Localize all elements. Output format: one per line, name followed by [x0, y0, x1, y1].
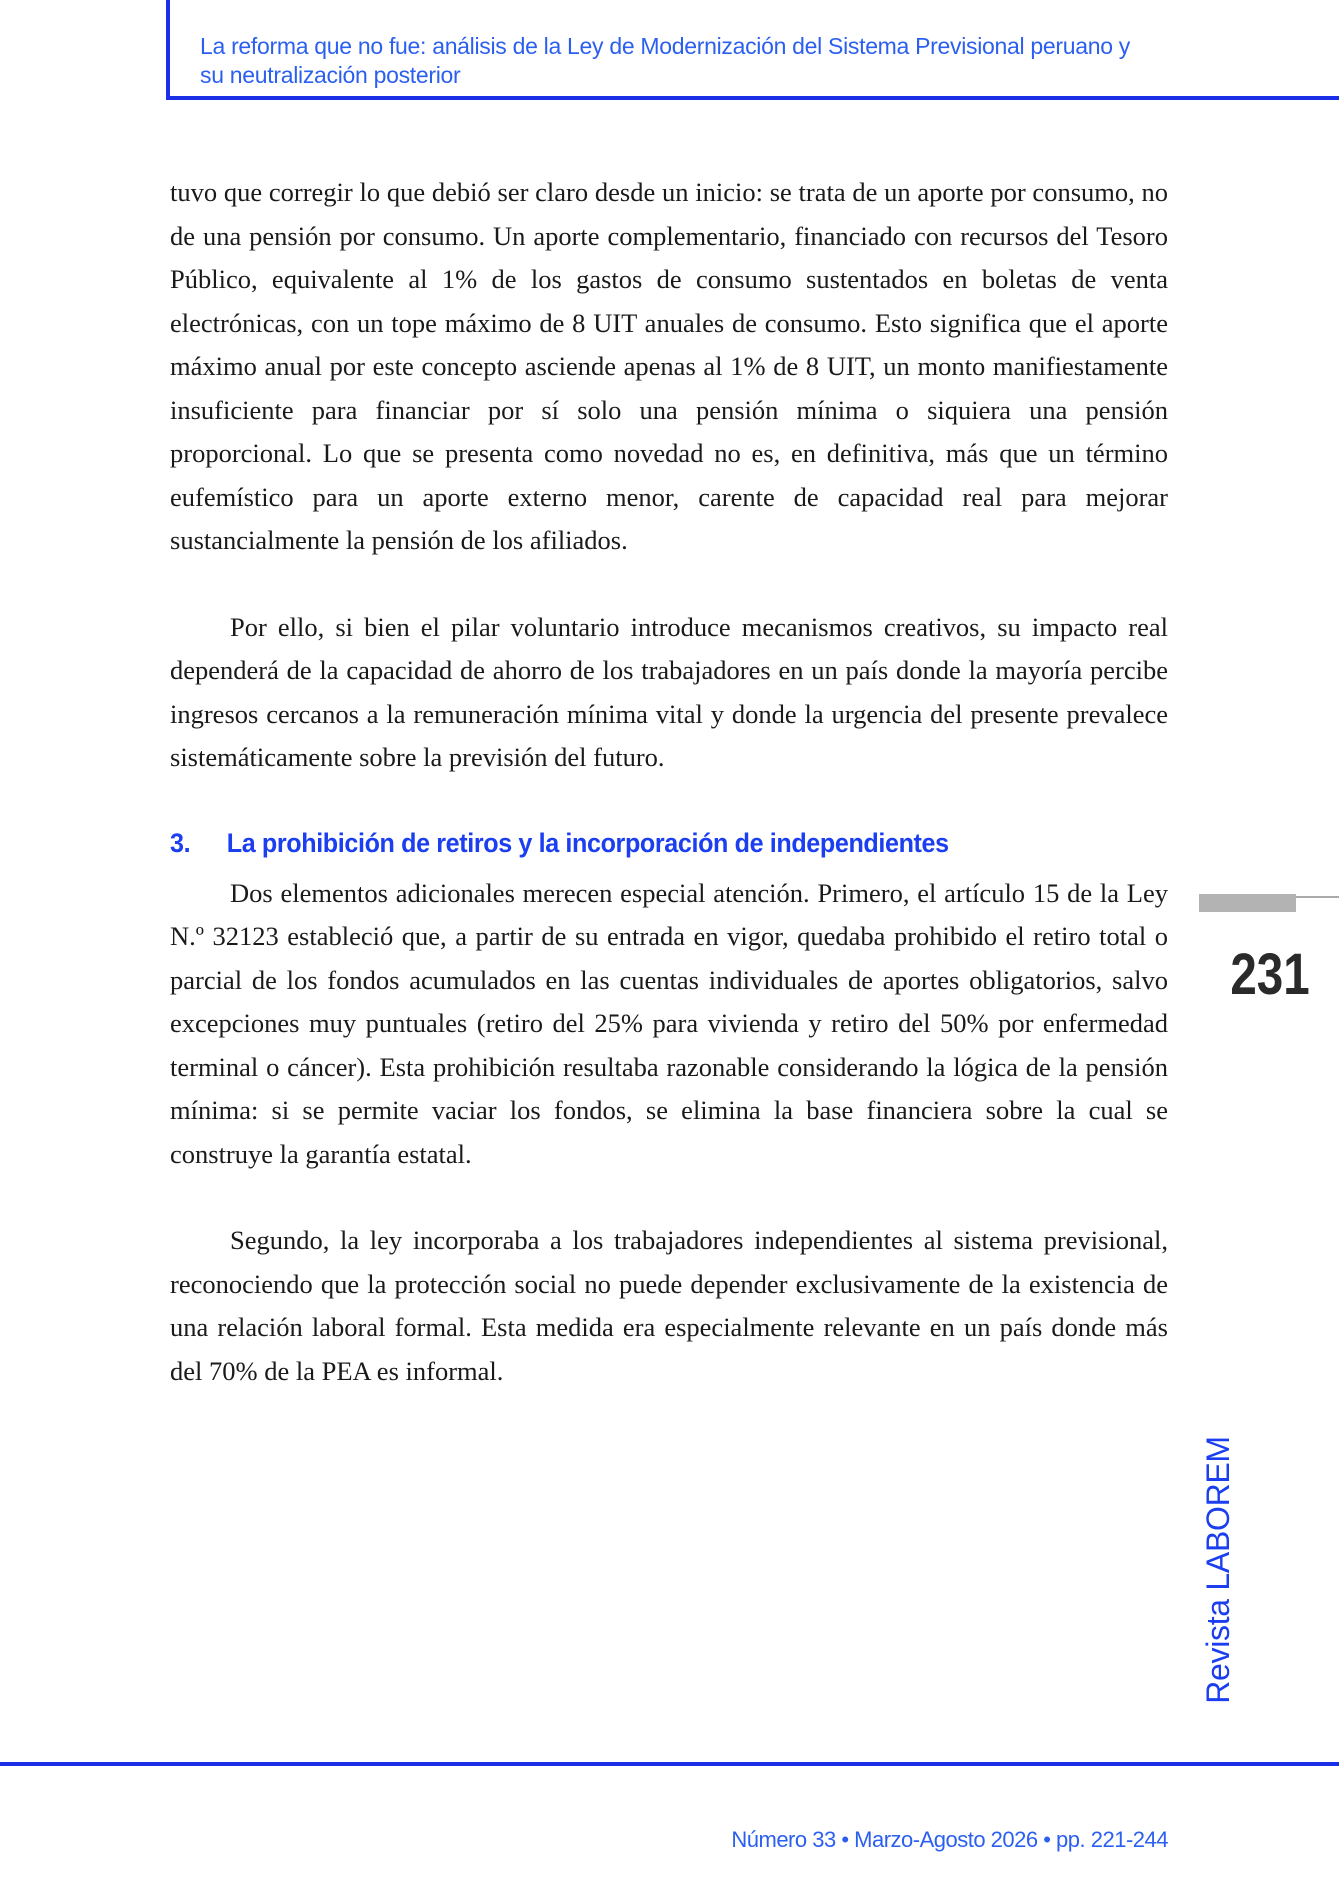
- page-number: 231: [1230, 942, 1310, 1007]
- page-tab-marker: [1199, 894, 1296, 912]
- article-body: [170, 171, 1168, 1393]
- body-paragraph: Dos elementos adicionales merecen especial atención. Primero, el artículo 15 de la Ley N.º 32123 estableció que, a partir de su entrada en vigor, quedaba prohibido el retiro total o parcial de los fondos acumulados en las cuentas individuales de aportes obligatorios, salvo excepciones muy puntuales (retiro del 25% para vivienda y retiro del 50% por enfermedad terminal o cáncer). Esta prohibición resultaba razonable considerando la lógica de la pensión mínima: si se permite vaciar los fondos, se elimina la base financiera sobre la cual se construye la garantía estatal.: [170, 877, 1168, 1169]
- section-number: 3.: [170, 827, 191, 858]
- body-paragraph: tuvo que corregir lo que debió ser claro desde un inicio: se trata de un aporte por consumo, no de una pensión por consumo. Un aporte complementario, financiado con recursos del Tesoro Público, equivalente al 1% de los gastos de consumo sustentados en boletas de venta electrónicas, con un tope máximo de 8 UIT anuales de consumo. Esto significa que el aporte máximo anual por este concepto asciende apenas al 1% de 8 UIT, un monto manifiestamente insuficiente para financiar por sí solo una pensión mínima o siquiera una pensión proporcional. Lo que se presenta como novedad no es, en definitiva, más que un término eufemístico para un aporte externo menor, carente de capacidad real para mejorar sustancialmente la pensión de los afiliados.: [170, 177, 1168, 555]
- body-paragraph: Por ello, si bien el pilar voluntario introduce mecanismos creativos, su impacto real dependerá de la capacidad de ahorro de los trabajadores en un país donde la mayoría percibe ingresos cercanos a la remuneración mínima vital y donde la urgencia del presente prevalece sistemáticamente sobre la previsión del futuro.: [170, 611, 1168, 772]
- page-tab-rule: [1296, 896, 1339, 898]
- body-paragraph: Segundo, la ley incorporaba a los trabajadores independientes al sistema previsional, reconociendo que la protección social no puede depender exclusivamente de la existencia de una relación laboral formal. Esta medida era especialmente relevante en un país donde más del 70% de la PEA es informal.: [170, 1225, 1168, 1386]
- running-header-title: La reforma que no fue: análisis de la Ley de Modernización del Sistema Previsional peruano y su neutralización posterior: [200, 33, 1131, 88]
- journal-name-vertical: Revista LABOREM: [1200, 1436, 1236, 1704]
- section-title: La prohibición de retiros y la incorporación de independientes: [226, 827, 949, 858]
- footer-issue-info: Número 33 • Marzo-Agosto 2026 • pp. 221-244: [731, 1827, 1168, 1852]
- section-heading: [170, 823, 1098, 863]
- footer-rule: [0, 1762, 1339, 1766]
